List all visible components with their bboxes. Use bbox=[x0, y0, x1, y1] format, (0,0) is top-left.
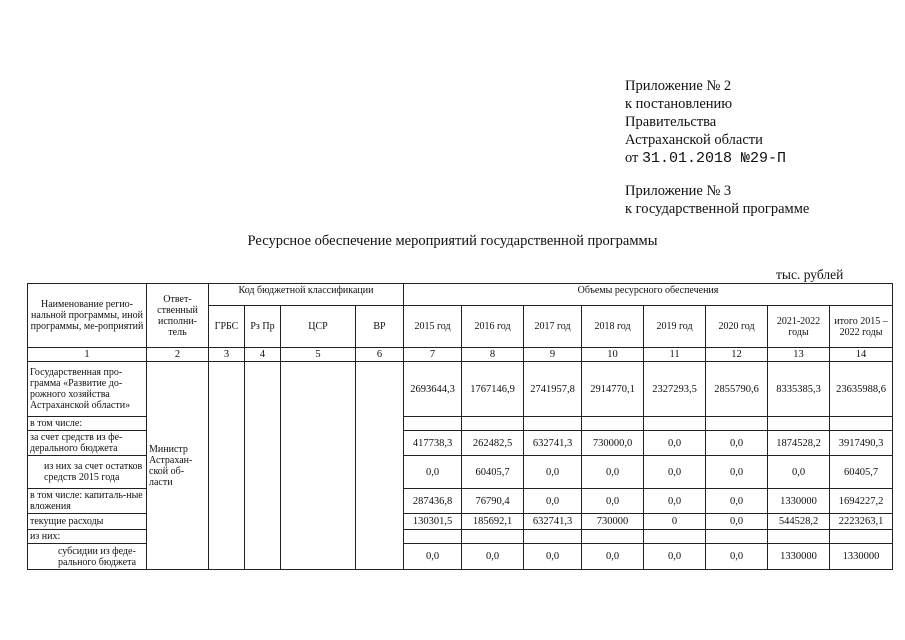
row-name: Государственная про-грамма «Развитие до-рожного хозяйства Астраханской области» bbox=[28, 362, 147, 417]
header-budget-code: Код бюджетной классификации bbox=[209, 284, 404, 306]
decree-prefix: от bbox=[625, 150, 643, 166]
value-cell: 0,0 bbox=[706, 514, 768, 530]
header-year: 2020 год bbox=[706, 306, 768, 348]
value-cell: 0,0 bbox=[644, 544, 706, 570]
value-cell: 0,0 bbox=[706, 456, 768, 489]
value-cell: 2914770,1 bbox=[582, 362, 644, 417]
header-year: 2016 год bbox=[462, 306, 524, 348]
column-number: 3 bbox=[209, 348, 245, 362]
value-cell: 2327293,5 bbox=[644, 362, 706, 417]
value-cell: 1330000 bbox=[768, 544, 830, 570]
row-name: в том числе: bbox=[28, 417, 147, 431]
value-cell: 76790,4 bbox=[462, 489, 524, 514]
value-cell: 23635988,6 bbox=[830, 362, 893, 417]
column-number: 5 bbox=[281, 348, 356, 362]
value-cell: 185692,1 bbox=[462, 514, 524, 530]
appendix-2-decree-line bbox=[625, 149, 786, 168]
value-cell: 1330000 bbox=[830, 544, 893, 570]
value-cell: 8335385,3 bbox=[768, 362, 830, 417]
value-cell bbox=[706, 530, 768, 544]
value-cell: 130301,5 bbox=[404, 514, 462, 530]
column-number: 2 bbox=[147, 348, 209, 362]
column-number: 10 bbox=[582, 348, 644, 362]
value-cell bbox=[768, 530, 830, 544]
value-cell: 262482,5 bbox=[462, 431, 524, 456]
value-cell: 0,0 bbox=[524, 544, 582, 570]
value-cell: 1330000 bbox=[768, 489, 830, 514]
column-number: 11 bbox=[644, 348, 706, 362]
value-cell bbox=[524, 417, 582, 431]
value-cell: 60405,7 bbox=[830, 456, 893, 489]
column-number: 4 bbox=[245, 348, 281, 362]
header-csr: ЦСР bbox=[281, 306, 356, 348]
units-label: тыс. рублей bbox=[776, 267, 844, 282]
value-cell: 0,0 bbox=[644, 489, 706, 514]
appendix-2-line: Правительства bbox=[625, 114, 717, 130]
column-number: 7 bbox=[404, 348, 462, 362]
value-cell: 2855790,6 bbox=[706, 362, 768, 417]
value-cell bbox=[830, 530, 893, 544]
header-year: 2021-2022 годы bbox=[768, 306, 830, 348]
header-year: 2019 год bbox=[644, 306, 706, 348]
header-rzpr: Рз Пр bbox=[245, 306, 281, 348]
header-year: итого 2015 – 2022 годы bbox=[830, 306, 893, 348]
value-cell bbox=[582, 417, 644, 431]
value-cell: 0,0 bbox=[404, 456, 462, 489]
value-cell: 730000,0 bbox=[582, 431, 644, 456]
value-cell: 632741,3 bbox=[524, 431, 582, 456]
value-cell bbox=[582, 530, 644, 544]
value-cell: 0,0 bbox=[768, 456, 830, 489]
value-cell: 0,0 bbox=[582, 456, 644, 489]
budget-code-cell bbox=[356, 362, 404, 570]
value-cell: 544528,2 bbox=[768, 514, 830, 530]
column-number: 12 bbox=[706, 348, 768, 362]
column-number-row bbox=[28, 348, 893, 362]
budget-code-cell bbox=[245, 362, 281, 570]
row-name: из них: bbox=[28, 530, 147, 544]
row-name: текущие расходы bbox=[28, 514, 147, 530]
header-grbs: ГРБС bbox=[209, 306, 245, 348]
budget-code-cell bbox=[209, 362, 245, 570]
value-cell: 0,0 bbox=[404, 544, 462, 570]
value-cell bbox=[706, 417, 768, 431]
value-cell: 632741,3 bbox=[524, 514, 582, 530]
appendix-2-title: Приложение № 2 bbox=[625, 78, 732, 94]
value-cell: 3917490,3 bbox=[830, 431, 893, 456]
column-number: 6 bbox=[356, 348, 404, 362]
value-cell bbox=[830, 417, 893, 431]
header-volumes: Объемы ресурсного обеспечения bbox=[404, 284, 893, 306]
appendix-3-title: Приложение № 3 bbox=[625, 183, 732, 199]
value-cell: 60405,7 bbox=[462, 456, 524, 489]
row-name: за счет средств из фе-дерального бюджета bbox=[28, 431, 147, 456]
value-cell: 2741957,8 bbox=[524, 362, 582, 417]
value-cell bbox=[644, 530, 706, 544]
value-cell: 0 bbox=[644, 514, 706, 530]
value-cell: 2223263,1 bbox=[830, 514, 893, 530]
header-executor: Ответ-ственный исполни-тель bbox=[147, 284, 209, 348]
header-year: 2018 год bbox=[582, 306, 644, 348]
value-cell bbox=[462, 417, 524, 431]
appendix-2-line: Астраханской области bbox=[625, 132, 763, 148]
value-cell bbox=[768, 417, 830, 431]
value-cell: 0,0 bbox=[582, 544, 644, 570]
value-cell: 0,0 bbox=[706, 431, 768, 456]
value-cell: 0,0 bbox=[524, 489, 582, 514]
value-cell: 0,0 bbox=[706, 544, 768, 570]
header-name: Наименование регио-нальной программы, иной программы, ме-роприятий bbox=[28, 284, 147, 348]
row-name: в том числе: капиталь-ные вложения bbox=[28, 489, 147, 514]
table-row bbox=[28, 362, 893, 417]
header-year: 2015 год bbox=[404, 306, 462, 348]
column-number: 13 bbox=[768, 348, 830, 362]
budget-code-cell bbox=[281, 362, 356, 570]
value-cell bbox=[644, 417, 706, 431]
column-number: 9 bbox=[524, 348, 582, 362]
row-name: из них за счет остатков средств 2015 года bbox=[28, 456, 147, 489]
document-title: Ресурсное обеспечение мероприятий государственной программы bbox=[247, 233, 658, 249]
appendix-2-block bbox=[625, 77, 786, 168]
value-cell: 287436,8 bbox=[404, 489, 462, 514]
value-cell: 0,0 bbox=[644, 456, 706, 489]
value-cell: 0,0 bbox=[706, 489, 768, 514]
value-cell: 0,0 bbox=[582, 489, 644, 514]
value-cell: 1694227,2 bbox=[830, 489, 893, 514]
executor-cell: Министр Астрахан-ской об-ласти bbox=[147, 362, 209, 570]
value-cell: 730000 bbox=[582, 514, 644, 530]
appendix-2-line: к постановлению bbox=[625, 96, 733, 112]
row-name: субсидии из феде-рального бюджета bbox=[28, 544, 147, 570]
value-cell: 1874528,2 bbox=[768, 431, 830, 456]
value-cell: 2693644,3 bbox=[404, 362, 462, 417]
header-vr: ВР bbox=[356, 306, 404, 348]
decree-number: 31.01.2018 №29-П bbox=[642, 150, 787, 167]
value-cell: 417738,3 bbox=[404, 431, 462, 456]
value-cell: 0,0 bbox=[462, 544, 524, 570]
value-cell bbox=[462, 530, 524, 544]
value-cell bbox=[524, 530, 582, 544]
value-cell: 0,0 bbox=[644, 431, 706, 456]
value-cell bbox=[404, 530, 462, 544]
column-number: 8 bbox=[462, 348, 524, 362]
appendix-3-line: к государственной программе bbox=[625, 201, 810, 217]
column-number: 14 bbox=[830, 348, 893, 362]
header-year: 2017 год bbox=[524, 306, 582, 348]
resource-table bbox=[27, 283, 893, 570]
value-cell: 1767146,9 bbox=[462, 362, 524, 417]
appendix-3-block bbox=[625, 182, 809, 218]
column-number: 1 bbox=[28, 348, 147, 362]
header-row bbox=[28, 284, 893, 306]
value-cell bbox=[404, 417, 462, 431]
value-cell: 0,0 bbox=[524, 456, 582, 489]
